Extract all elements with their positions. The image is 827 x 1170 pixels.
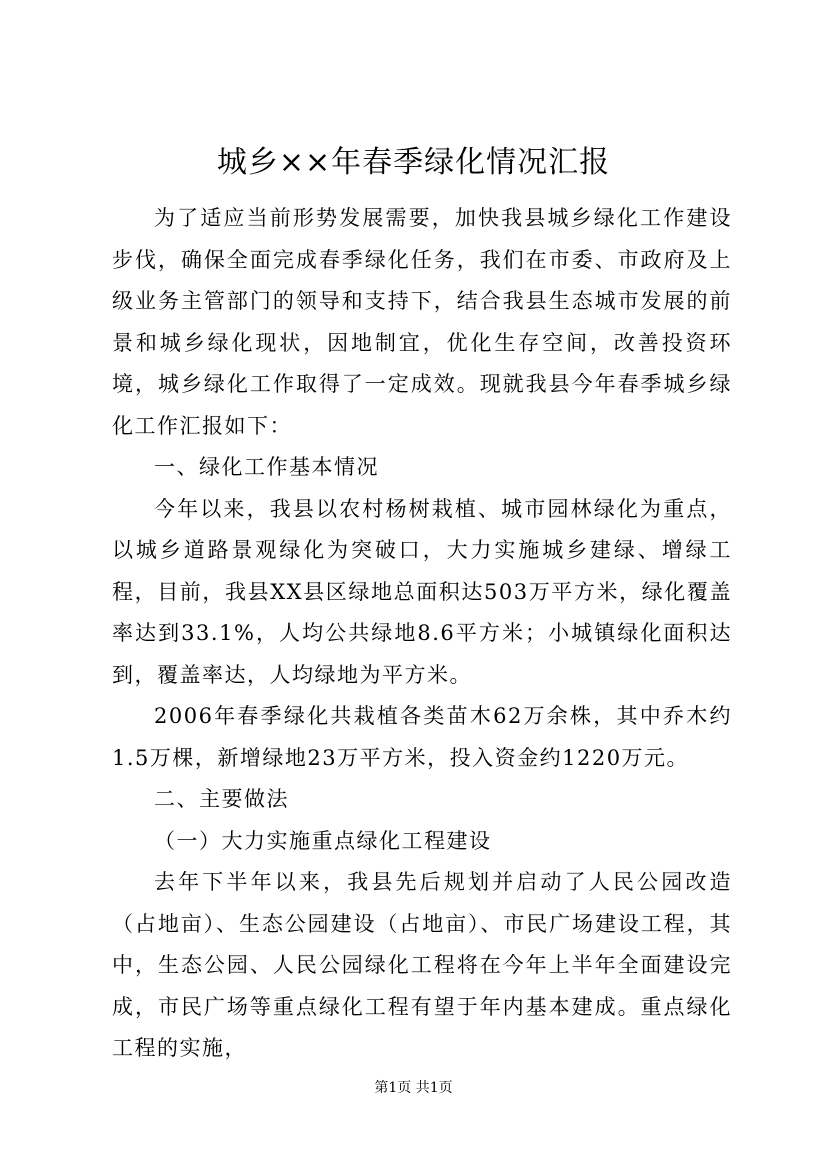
section-heading-main-practices: 二、主要做法 (154, 787, 289, 811)
paragraph-intro: 为了适应当前形势发展需要，加快我县城乡绿化工作建设步伐，确保全面完成春季绿化任务，我们在市委、市政府及上级业务主管部门的领导和支持下，结合我县生态城市发展的前景和城乡绿化现状，因地制宜，优化生存空间，改善投资环境，城乡绿化工作取得了一定成效。现就我县今年春季城乡绿化工作汇报如下： (112, 206, 732, 438)
document-body (112, 198, 732, 1070)
document-title: 城乡××年春季绿化情况汇报 (216, 145, 611, 180)
page-footer: 第1页 共1页 (374, 1080, 453, 1096)
section-heading-basic-situation: 一、绿化工作基本情况 (154, 455, 379, 479)
paragraph-spring-planting: 2006年春季绿化共栽植各类苗木62万余株，其中乔木约1.5万棵，新增绿地23万平方米，投入资金约1220万元。 (112, 704, 732, 770)
subsection-heading-key-projects: （一）大力实施重点绿化工程建设 (154, 828, 492, 853)
paragraph-key-projects: 去年下半年以来，我县先后规划并启动了人民公园改造（占地亩）、生态公园建设（占地亩）、市民广场建设工程，其中，生态公园、人民公园绿化工程将在今年上半年全面建设完成，市民广场等重点绿化工程有望于年内基本建成。重点绿化工程的实施， (112, 870, 732, 1060)
paragraph-basic-situation: 今年以来，我县以农村杨树栽植、城市园林绿化为重点，以城乡道路景观绿化为突破口，大力实施城乡建绿、增绿工程，目前，我县XX县区绿地总面积达503万平方米，绿化覆盖率达到33.1%，人均公共绿地8.6平方米；小城镇绿化面积达到，覆盖率达，人均绿地为平方米。 (112, 496, 732, 687)
